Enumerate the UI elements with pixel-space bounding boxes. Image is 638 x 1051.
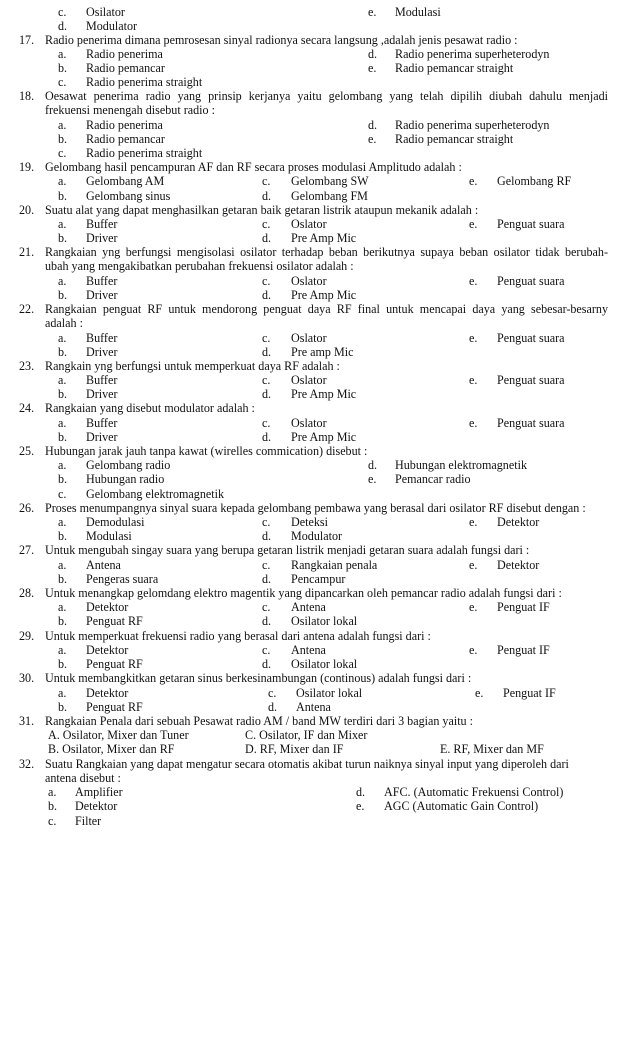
option-letter: b. [58,472,68,486]
option-text: Radio pemancar [86,132,165,146]
option-letter: b. [58,345,68,359]
question-text: Rangkaian Penala dari sebuah Pesawat radio AM / band MW terdiri dari 3 bagian yaitu : [45,714,473,728]
option-letter: c. [262,274,271,288]
question-text: Rangkaian yang disebut modulator adalah : [45,401,255,415]
option-text: Antena [291,600,326,614]
option-letter: d. [262,572,272,586]
option-letter: c. [262,373,271,387]
option-letter: b. [58,189,68,203]
question-number: 18. [19,89,35,103]
option-text: Pemancar radio [395,472,471,486]
option-letter: b. [58,430,68,444]
option-text: Oslator [291,331,327,345]
option-text: Radio penerima [86,118,163,132]
option-text: AGC (Automatic Gain Control) [384,799,539,813]
option-text: Radio penerima straight [86,75,203,89]
option-text: Penguat IF [497,600,550,614]
option-text: Demodulasi [86,515,145,529]
option-text: Penguat suara [497,373,565,387]
option-text: Antena [291,643,326,657]
question-text: Rangkaian yng berfungsi mengisolasi osilator terhadap beban berikutnya supaya beban osilator tidak berubah- [45,245,608,259]
option-letter: b. [58,288,68,302]
option-letter: d. [262,231,272,245]
option-text: Antena [86,558,121,572]
option-text: Gelombang sinus [86,189,171,203]
option-text: Modulasi [395,5,441,19]
option-letter: e. [469,643,478,657]
option-letter: a. [58,686,67,700]
option-letter: c. [58,487,67,501]
option-letter: a. [58,515,67,529]
option-text: Gelombang FM [291,189,368,203]
question-number: 24. [19,401,35,415]
option-text: Penguat suara [497,274,565,288]
option-text: Rangkaian penala [291,558,378,572]
option-letter: b. [58,132,68,146]
option-text: a. [48,785,57,799]
option-letter: e. [368,5,377,19]
question-number: 27. [19,543,35,557]
option-text: Amplifier [75,785,123,799]
option-letter: d. [262,529,272,543]
question-number: 21. [19,245,35,259]
option-text: Driver [86,387,118,401]
option-letter: c. [262,600,271,614]
option-text: Oslator [291,217,327,231]
option-letter: c. [262,416,271,430]
option-text: Pre Amp Mic [291,430,357,444]
option-text: Osilator [86,5,125,19]
option-text: Buffer [86,416,118,430]
option-letter: c. [58,75,67,89]
option-letter: c. [262,174,271,188]
option-text: Penguat suara [497,331,565,345]
question-number: 31. [19,714,35,728]
option-text: Oslator [291,373,327,387]
option-letter: a. [58,643,67,657]
option-letter: e. [469,600,478,614]
question-number: 19. [19,160,35,174]
question-text-continued: antena disebut : [45,771,121,785]
option-letter: a. [58,174,67,188]
option-letter: c. [262,558,271,572]
question-number: 30. [19,671,35,685]
option-letter: e. [469,558,478,572]
option-text: Penguat suara [497,217,565,231]
option-text: Hubungan radio [86,472,165,486]
option-letter: b. [58,614,68,628]
option-letter: e. [469,174,478,188]
question-text: Untuk menangkap gelomdang elektro magentik yang dipancarkan oleh pemancar radio adalah fungsi dari : [45,586,562,600]
option-text: Detektor [86,643,129,657]
option-text: Hubungan elektromagnetik [395,458,527,472]
option-text: Radio penerima superheterodyn [395,118,550,132]
option-text: Detektor [75,799,118,813]
option-text: Gelombang AM [86,174,165,188]
question-text: Rangkain yng berfungsi untuk memperkuat daya RF adalah : [45,359,340,373]
option-text: AFC. (Automatic Frekuensi Control) [384,785,564,799]
option-letter: d. [262,657,272,671]
option-letter: d. [262,614,272,628]
option-text: Osilator lokal [296,686,363,700]
question-text-continued: adalah : [45,316,83,330]
option-letter: e. [368,472,377,486]
option-letter: a. [58,217,67,231]
option-text: Pre Amp Mic [291,231,357,245]
option-text: Antena [296,700,331,714]
option-letter: e. [368,132,377,146]
question-text: Untuk membangkitkan getaran sinus berkesinambungan (continous) adalah fungsi dari : [45,671,472,685]
option-text: Gelombang RF [497,174,572,188]
option-letter: e. [469,373,478,387]
option-letter: b. [58,657,68,671]
option-letter: d. [368,118,378,132]
option-letter: c. [58,146,67,160]
option-text: A. Osilator, Mixer dan Tuner [48,728,189,742]
option-letter: c. [262,643,271,657]
question-number: 22. [19,302,35,316]
option-text: Penguat RF [86,700,143,714]
option-text: Pre Amp Mic [291,288,357,302]
option-letter: c. [262,217,271,231]
option-text: Pencampur [291,572,346,586]
question-text: Suatu alat yang dapat menghasilkan getaran baik getaran listrik ataupun mekanik adalah : [45,203,479,217]
option-text: Modulasi [86,529,132,543]
option-letter: b. [58,700,68,714]
question-text: Oesawat penerima radio yang prinsip kerjanya yaitu gelombang yang telah dipilih diubah dahulu menjadi [45,89,608,103]
option-text: Penguat RF [86,614,143,628]
question-number: 29. [19,629,35,643]
option-letter: d. [262,189,272,203]
option-text: Filter [75,814,102,828]
option-text: Penguat IF [503,686,556,700]
option-letter: a. [58,118,67,132]
option-letter: a. [58,416,67,430]
option-text: Deteksi [291,515,328,529]
option-text: Radio penerima [86,47,163,61]
option-text: Penguat IF [497,643,550,657]
option-letter: c. [58,5,67,19]
option-letter: e. [469,274,478,288]
option-text: Radio pemancar straight [395,61,514,75]
option-text: Gelombang SW [291,174,369,188]
option-letter: e. [469,217,478,231]
option-letter: a. [58,47,67,61]
option-letter: e. [368,61,377,75]
option-text: Buffer [86,217,118,231]
question-text: Untuk memperkuat frekuensi radio yang berasal dari antena adalah fungsi dari : [45,629,431,643]
option-letter: c. [268,686,277,700]
option-text: Modulator [291,529,343,543]
option-letter: e. [469,331,478,345]
question-text: Untuk mengubah singay suara yang berupa getaran listrik menjadi getaran suara adalah fungsi dari : [45,543,530,557]
option-text: Buffer [86,274,118,288]
option-text: Gelombang elektromagnetik [86,487,225,501]
question-text: Gelombang hasil pencampuran AF dan RF secara proses modulasi Amplitudo adalah : [45,160,462,174]
option-letter: d. [262,345,272,359]
option-text: Driver [86,345,118,359]
option-text: B. Osilator, Mixer dan RF [48,742,175,756]
question-number: 20. [19,203,35,217]
question-number: 26. [19,501,35,515]
option-text: Detektor [86,686,129,700]
question-text: Proses menumpangnya sinyal suara kepada gelombang pembawa yang berasal dari osilator RF disebut dengan : [45,501,586,515]
question-number: 25. [19,444,35,458]
option-text: Driver [86,231,118,245]
option-text: Modulator [86,19,138,33]
option-text: Oslator [291,416,327,430]
option-text: Radio pemancar straight [395,132,514,146]
option-letter: a. [58,373,67,387]
option-text: Oslator [291,274,327,288]
option-letter: b. [58,572,68,586]
question-text: Radio penerima dimana pemrosesan sinyal radionya secara langsung ,adalah jenis pesawat radio : [45,33,518,47]
option-text: C. Osilator, IF dan Mixer [245,728,368,742]
option-letter: d. [262,288,272,302]
question-text-continued: frekuensi menengah disebut radio : [45,103,215,117]
option-letter: b. [58,387,68,401]
question-number: 17. [19,33,35,47]
option-text: Detektor [497,515,540,529]
option-text: d. [356,785,366,799]
option-text: e. [356,799,365,813]
question-text-continued: ubah yang mengakibatkan perubahan frekuensi osilator adalah : [45,259,354,273]
option-letter: b. [58,231,68,245]
question-text: Rangkaian penguat RF untuk mendorong penguat daya RF final untuk mencapai daya yang sebesar-besarny [45,302,608,316]
option-letter: c. [262,331,271,345]
question-number: 28. [19,586,35,600]
option-text: Penguat RF [86,657,143,671]
option-letter: c. [262,515,271,529]
option-text: b. [48,799,58,813]
option-text: Buffer [86,331,118,345]
option-text: Radio penerima superheterodyn [395,47,550,61]
option-text: E. RF, Mixer dan MF [440,742,544,756]
option-letter: d. [368,458,378,472]
option-text: Driver [86,288,118,302]
option-text: c. [48,814,57,828]
option-text: Osilator lokal [291,657,358,671]
option-text: Driver [86,430,118,444]
question-number: 32. [19,757,35,771]
option-text: Buffer [86,373,118,387]
option-text: Radio pemancar [86,61,165,75]
option-letter: d. [58,19,68,33]
option-text: Radio penerima straight [86,146,203,160]
option-letter: a. [58,274,67,288]
option-letter: b. [58,529,68,543]
option-letter: a. [58,558,67,572]
option-text: Gelombang radio [86,458,171,472]
option-letter: e. [469,515,478,529]
option-text: D. RF, Mixer dan IF [245,742,344,756]
option-letter: e. [469,416,478,430]
option-text: Detektor [86,600,129,614]
option-text: Detektor [497,558,540,572]
option-text: Osilator lokal [291,614,358,628]
option-text: Pengeras suara [86,572,159,586]
option-letter: a. [58,600,67,614]
question-number: 23. [19,359,35,373]
option-letter: b. [58,61,68,75]
option-letter: d. [368,47,378,61]
option-text: Penguat suara [497,416,565,430]
question-text: Hubungan jarak jauh tanpa kawat (wirelles commication) disebut : [45,444,368,458]
option-text: Pre Amp Mic [291,387,357,401]
option-letter: e. [475,686,484,700]
question-text: Suatu Rangkaian yang dapat mengatur secara otomatis akibat turun naiknya sinyal input yang diperoleh dari [45,757,569,771]
option-letter: d. [268,700,278,714]
option-letter: a. [58,458,67,472]
option-letter: d. [262,387,272,401]
option-letter: a. [58,331,67,345]
option-text: Pre amp Mic [291,345,354,359]
option-letter: d. [262,430,272,444]
